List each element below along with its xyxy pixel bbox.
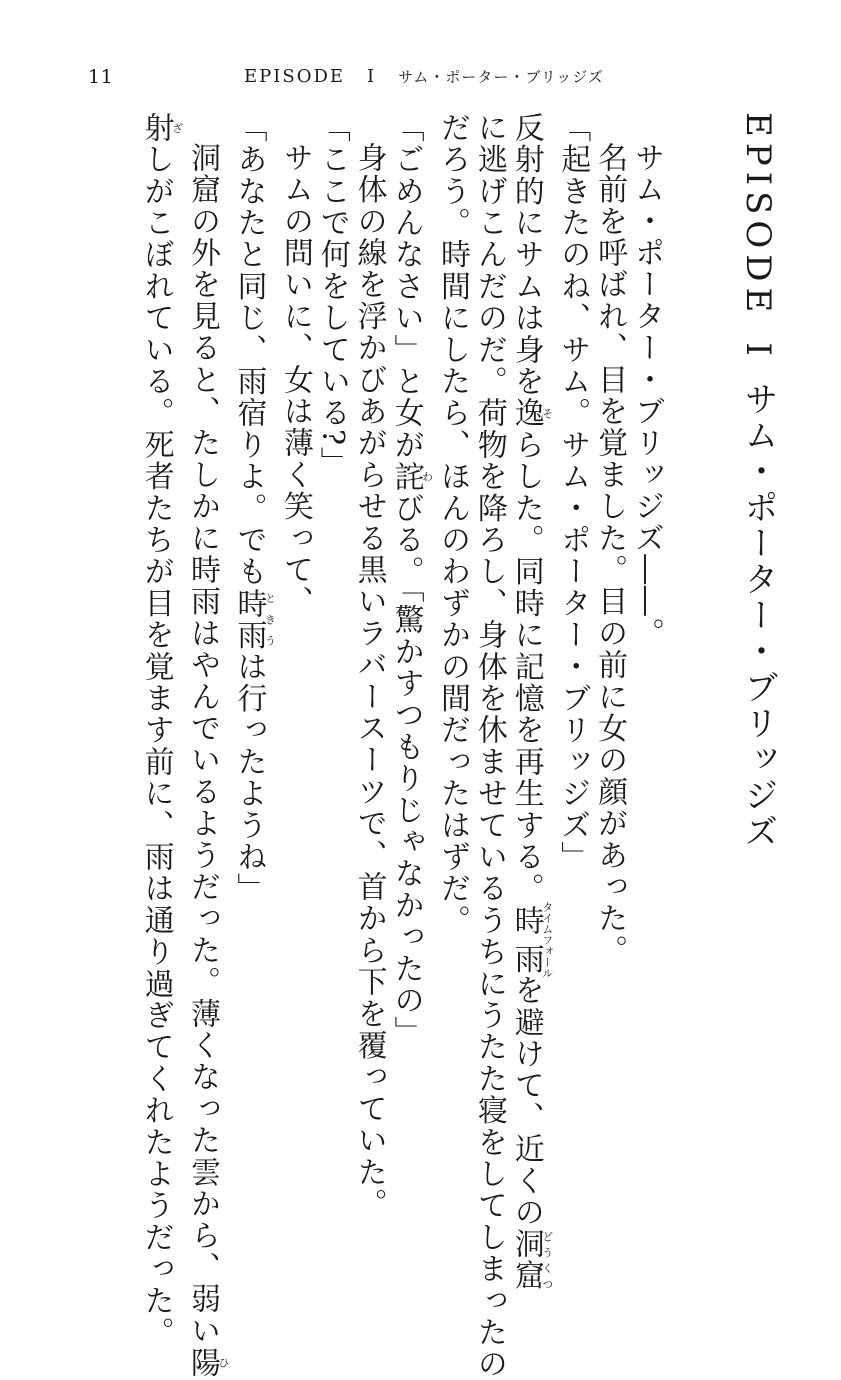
body-line: 「ここで何をしている?」 — [314, 112, 350, 479]
vertical-text-block — [88, 112, 780, 1380]
ruby-text: ときう — [263, 587, 277, 651]
body-line — [387, 112, 433, 1112]
running-head-episode-label: EPISODE — [244, 66, 346, 87]
ruby-text: ざ — [170, 112, 184, 144]
running-header — [0, 66, 841, 96]
text-segment: らした。同時に記憶を再生する。 — [508, 429, 544, 905]
body-line: 身体の線を浮かびあがらせる黒いラバースーツで、首から下を覆っていた。 — [351, 142, 387, 1220]
text-segment: 「ごめんなさい」と女が — [388, 112, 424, 461]
chapter-title-episode-label: EPISODE — [738, 112, 778, 319]
running-head-chapter-name: サム・ポーター・ブリッジズ — [398, 68, 604, 86]
text-segment: は行ったようね」 — [231, 650, 267, 905]
ruby-text: ひ — [217, 1346, 231, 1379]
ruby-text: そ — [540, 397, 554, 429]
body-line — [137, 112, 184, 1349]
ruby-annotation — [231, 587, 277, 651]
body-line: だろう。時間にしたら、ほんのわずかの間だったはずだ。 — [434, 112, 470, 937]
text-segment: びる。「驚かすつもりじゃなかったの」 — [388, 492, 424, 1049]
ruby-annotation — [388, 460, 434, 493]
ruby-base: 逸 — [508, 397, 544, 430]
text-segment: しがこぼれている。死者たちが目を覚ます前に、雨は通り過ぎてくれたようだった。 — [138, 143, 174, 1349]
body-line: サムの問いに、女は薄く笑って、 — [277, 142, 313, 618]
text-segment: 反射的にサムは身を — [508, 112, 544, 398]
body-line: 「起きたのね、サム。サム・ポーター・ブリッジズ」 — [555, 112, 591, 873]
ruby-annotation — [508, 1228, 554, 1292]
ruby-annotation — [508, 397, 554, 430]
body-line: 名前を呼ばれ、目を覚ました。目の前に女の顔があった。 — [592, 142, 628, 967]
ruby-text: どうくつ — [540, 1228, 554, 1292]
ruby-text: タイムフォール — [540, 901, 554, 979]
ruby-base: 詫 — [388, 460, 424, 493]
page-number: 11 — [88, 66, 114, 88]
running-head-episode-numeral: I — [367, 66, 377, 87]
text-segment: 「あなたと同じ、雨宿りよ。でも — [231, 112, 267, 588]
chapter-title — [736, 112, 780, 1112]
body-line: サム・ポーター・ブリッジズ――。 — [629, 142, 664, 650]
ruby-base: 時雨 — [231, 587, 267, 651]
running-head — [244, 66, 604, 87]
text-segment: 洞窟の外を見ると、たしかに時雨はやんでいるようだった。薄くなった雲から、弱い — [185, 142, 221, 1347]
ruby-annotation — [508, 901, 554, 979]
ruby-base: 射 — [138, 112, 174, 144]
body-line — [230, 112, 276, 1112]
ruby-base: 時雨 — [508, 901, 544, 979]
ruby-text: わ — [420, 460, 434, 493]
chapter-title-name: サム・ポーター・ブリッジズ — [738, 381, 778, 850]
body-line — [183, 112, 231, 1379]
chapter-title-episode-numeral: I — [738, 342, 778, 358]
ruby-base: 洞窟 — [508, 1228, 544, 1292]
ruby-base: 陽 — [185, 1346, 221, 1379]
body-line — [507, 112, 554, 1292]
ruby-annotation — [138, 112, 184, 144]
text-segment: を避けて、近くの — [508, 974, 544, 1229]
ruby-annotation — [185, 1346, 231, 1379]
body-line: に逃げこんだのだ。荷物を降ろし、身体を休ませているうちにうたた寝をしてしまったの — [471, 112, 507, 1380]
